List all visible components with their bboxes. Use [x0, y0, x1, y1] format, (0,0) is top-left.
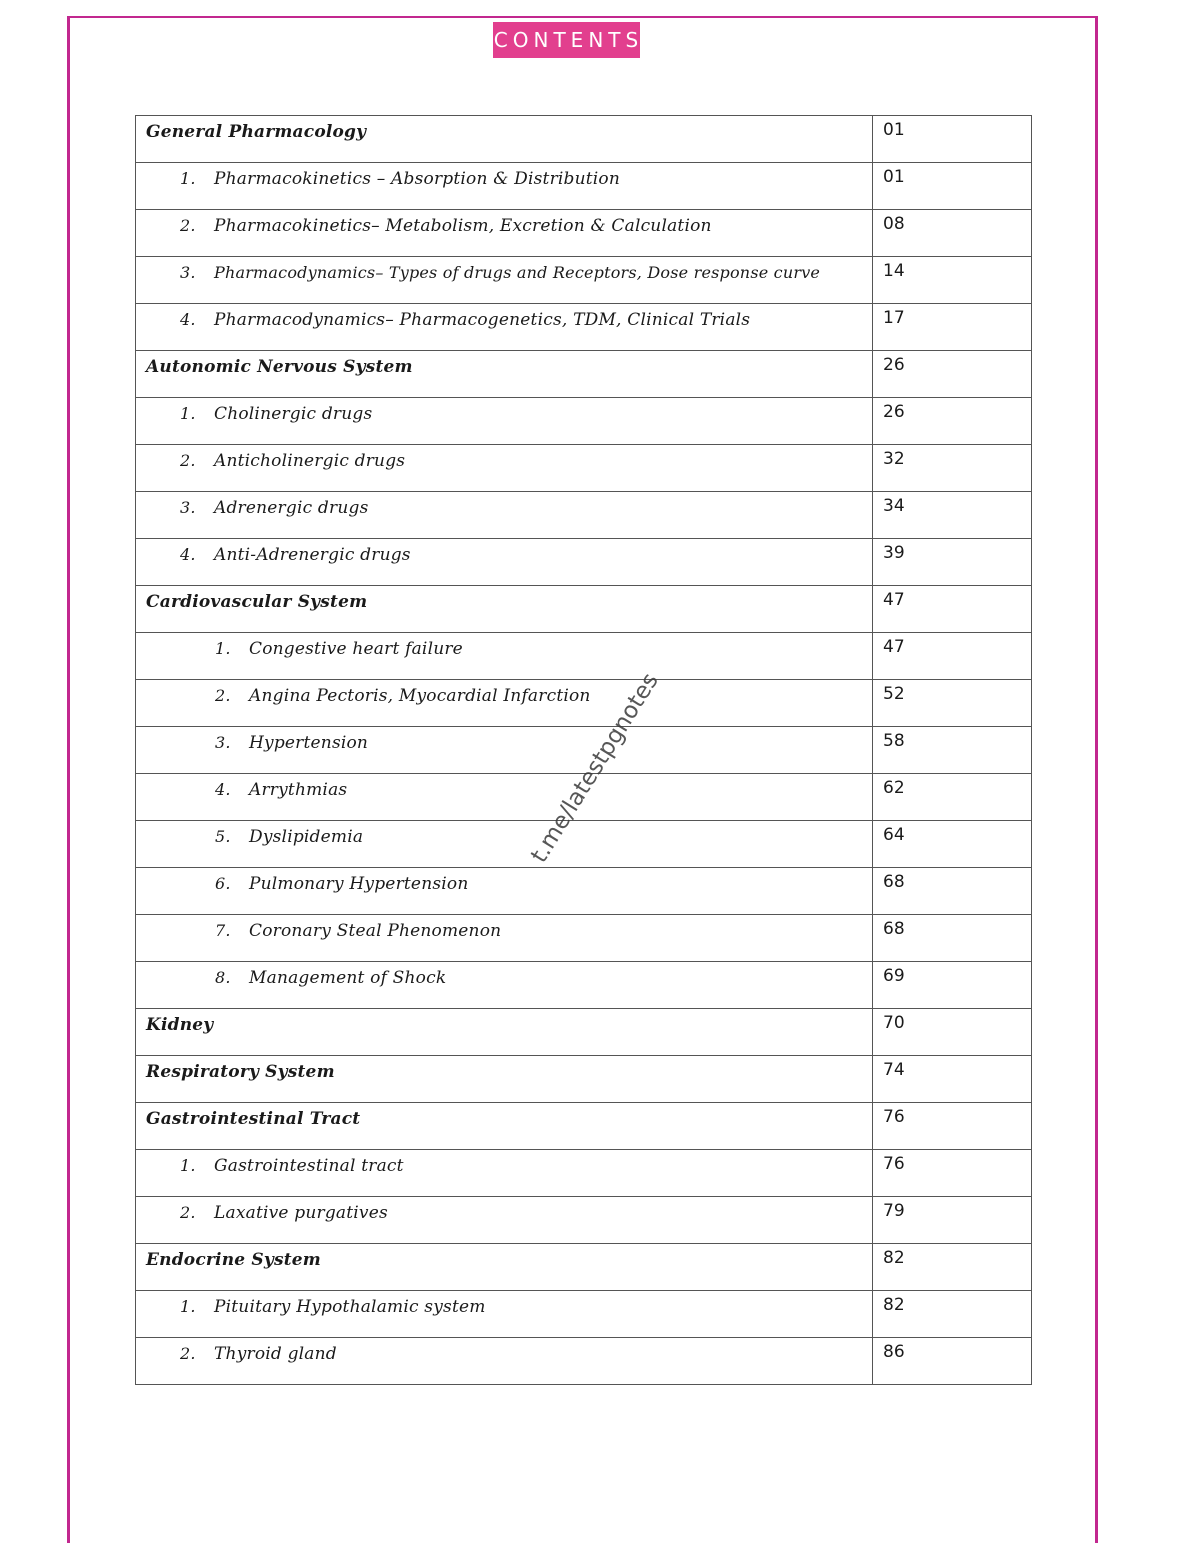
toc-chapter-title: Management of Shock [249, 968, 447, 988]
toc-chapter-row [136, 445, 1032, 492]
toc-page-number: 70 [883, 1013, 905, 1033]
toc-section-title: Endocrine System [146, 1250, 321, 1270]
toc-chapter-title: Laxative purgatives [214, 1203, 388, 1223]
toc-section-title: Gastrointestinal Tract [146, 1109, 361, 1129]
toc-chapter-number: 4. [180, 310, 196, 329]
toc-chapter-row [136, 304, 1032, 351]
toc-page-number: 68 [883, 872, 905, 892]
toc-chapter-number: 3. [180, 498, 196, 517]
toc-page-number: 52 [883, 684, 905, 704]
toc-chapter-number: 1. [215, 639, 231, 658]
toc-chapter-number: 4. [180, 545, 196, 564]
toc-chapter-number: 5. [215, 827, 231, 846]
toc-chapter-number: 1. [180, 169, 196, 188]
toc-chapter-number: 2. [215, 686, 231, 705]
toc-chapter-row [136, 633, 1032, 680]
toc-chapter-title: Anticholinergic drugs [214, 451, 406, 471]
toc-page-number: 74 [883, 1060, 905, 1080]
toc-chapter-row [136, 210, 1032, 257]
toc-page-number: 82 [883, 1295, 905, 1315]
toc-chapter-title: Pharmacokinetics– Metabolism, Excretion & Calculation [214, 216, 712, 236]
toc-chapter-row [136, 539, 1032, 586]
toc-section-row [136, 1056, 1032, 1103]
watermark-link: t.me/latestpgnotes [526, 668, 664, 868]
toc-chapter-title: Gastrointestinal tract [214, 1156, 404, 1176]
toc-section-row [136, 351, 1032, 398]
toc-chapter-number: 4. [215, 780, 231, 799]
toc-chapter-title: Pharmacokinetics – Absorption & Distribution [214, 169, 621, 189]
toc-chapter-title: Pharmacodynamics– Pharmacogenetics, TDM, Clinical Trials [214, 310, 751, 330]
toc-page-number: 62 [883, 778, 905, 798]
toc-page-number: 26 [883, 402, 905, 422]
toc-chapter-number: 2. [180, 1203, 196, 1222]
toc-chapter-title: Hypertension [249, 733, 369, 753]
toc-chapter-title: Congestive heart failure [249, 639, 463, 659]
toc-chapter-row [136, 398, 1032, 445]
toc-chapter-row [136, 163, 1032, 210]
toc-chapter-row [136, 492, 1032, 539]
toc-page-number: 01 [883, 167, 905, 187]
toc-chapter-row [136, 1338, 1032, 1385]
toc-section-row [136, 116, 1032, 163]
toc-chapter-row [136, 868, 1032, 915]
toc-chapter-row [136, 680, 1032, 727]
toc-page-number: 14 [883, 261, 905, 281]
toc-chapter-row [136, 821, 1032, 868]
toc-chapter-title: Anti-Adrenergic drugs [214, 545, 411, 565]
toc-section-row [136, 1009, 1032, 1056]
toc-chapter-title: Adrenergic drugs [214, 498, 369, 518]
toc-page-number: 68 [883, 919, 905, 939]
toc-chapter-row [136, 1291, 1032, 1338]
toc-page-number: 69 [883, 966, 905, 986]
toc-chapter-title: Dyslipidemia [249, 827, 364, 847]
toc-chapter-number: 3. [215, 733, 231, 752]
toc-chapter-number: 8. [215, 968, 231, 987]
toc-chapter-number: 2. [180, 216, 196, 235]
toc-page-number: 39 [883, 543, 905, 563]
toc-page-number: 47 [883, 590, 905, 610]
toc-chapter-number: 1. [180, 404, 196, 423]
toc-chapter-title: Pituitary Hypothalamic system [214, 1297, 486, 1317]
toc-section-title: Cardiovascular System [146, 592, 368, 612]
toc-chapter-number: 1. [180, 1297, 196, 1316]
toc-section-row [136, 586, 1032, 633]
page-frame-left [67, 16, 70, 1543]
toc-chapter-row [136, 257, 1032, 304]
toc-chapter-title: Pharmacodynamics– Types of drugs and Receptors, Dose response curve [214, 263, 821, 282]
page-frame-top [67, 16, 1098, 18]
toc-section-row [136, 1244, 1032, 1291]
toc-chapter-title: Arrythmias [249, 780, 348, 800]
contents-title: CONTENTS [493, 22, 640, 58]
contents-table [135, 115, 1032, 1385]
toc-section-title: General Pharmacology [146, 122, 367, 142]
toc-page-number: 76 [883, 1154, 905, 1174]
toc-chapter-title: Cholinergic drugs [214, 404, 373, 424]
toc-page-number: 79 [883, 1201, 905, 1221]
toc-chapter-number: 2. [180, 451, 196, 470]
toc-chapter-title: Angina Pectoris, Myocardial Infarction [249, 686, 591, 706]
toc-chapter-number: 7. [215, 921, 231, 940]
toc-page-number: 34 [883, 496, 905, 516]
toc-section-title: Kidney [146, 1015, 214, 1035]
toc-chapter-row [136, 962, 1032, 1009]
toc-page-number: 86 [883, 1342, 905, 1362]
toc-chapter-number: 1. [180, 1156, 196, 1175]
toc-section-title: Respiratory System [146, 1062, 335, 1082]
toc-page-number: 32 [883, 449, 905, 469]
toc-page-number: 76 [883, 1107, 905, 1127]
toc-section-title: Autonomic Nervous System [146, 357, 413, 377]
toc-page-number: 26 [883, 355, 905, 375]
toc-chapter-title: Coronary Steal Phenomenon [249, 921, 502, 941]
toc-page-number: 64 [883, 825, 905, 845]
toc-chapter-row [136, 1197, 1032, 1244]
toc-chapter-title: Thyroid gland [214, 1344, 337, 1364]
toc-page-number: 01 [883, 120, 905, 140]
toc-page-number: 47 [883, 637, 905, 657]
toc-page-number: 58 [883, 731, 905, 751]
toc-chapter-row [136, 915, 1032, 962]
toc-chapter-number: 6. [215, 874, 231, 893]
toc-chapter-row [136, 1150, 1032, 1197]
page-frame-right [1095, 16, 1098, 1543]
toc-chapter-title: Pulmonary Hypertension [249, 874, 469, 894]
toc-chapter-number: 3. [180, 263, 196, 282]
toc-page-number: 82 [883, 1248, 905, 1268]
toc-section-row [136, 1103, 1032, 1150]
toc-page-number: 08 [883, 214, 905, 234]
toc-page-number: 17 [883, 308, 905, 328]
toc-chapter-number: 2. [180, 1344, 196, 1363]
